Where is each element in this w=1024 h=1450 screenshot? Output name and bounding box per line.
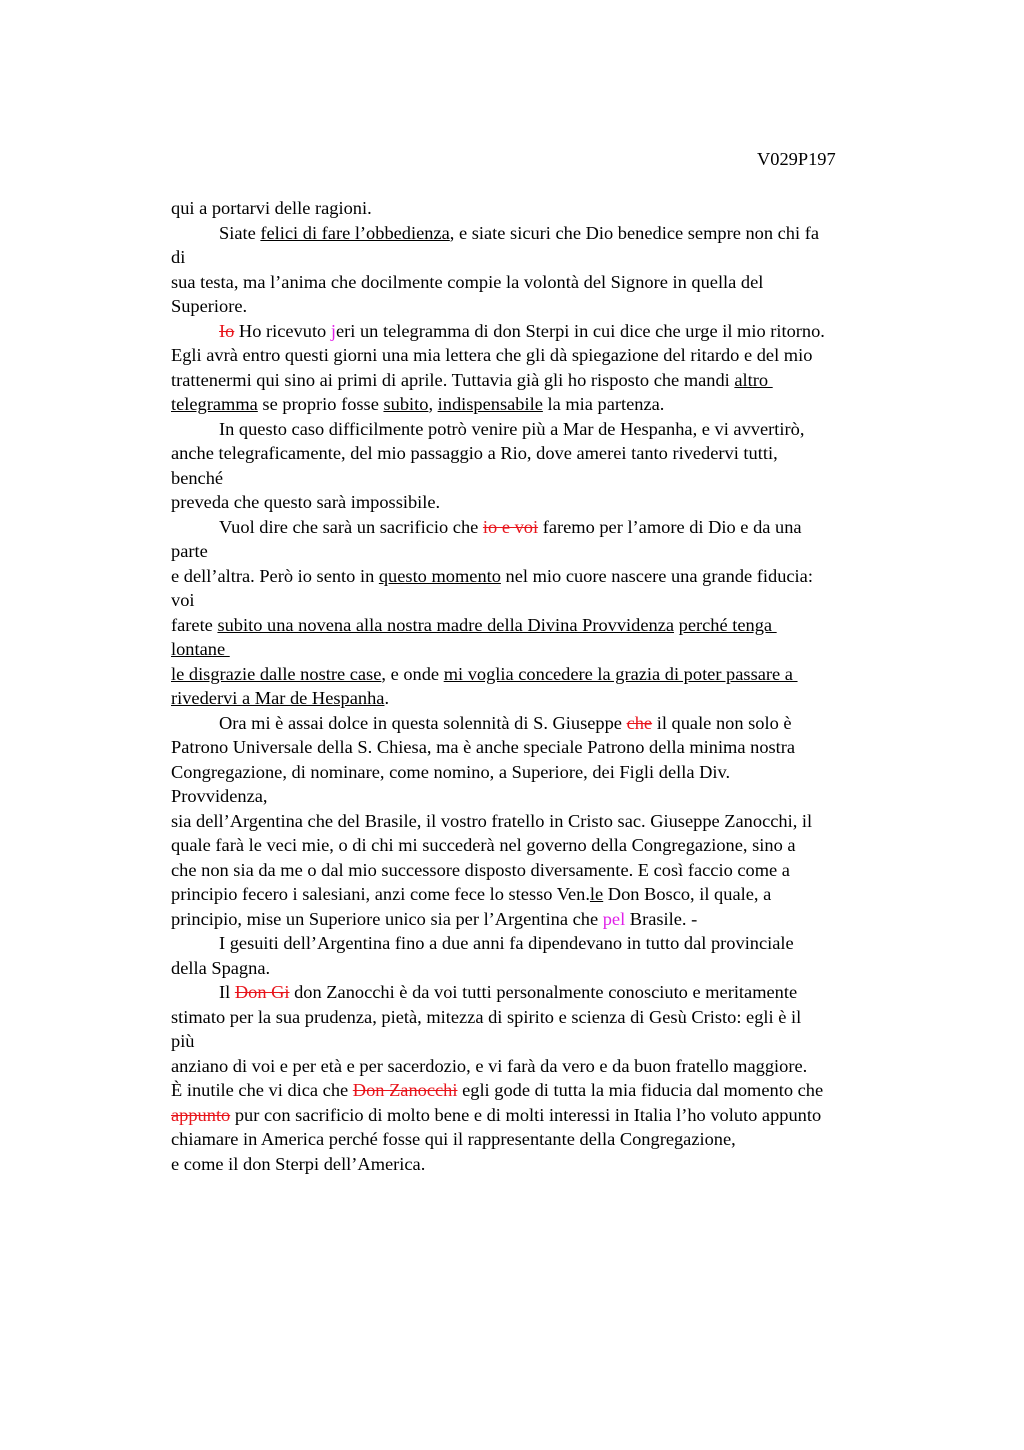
text-segment: sua testa, ma l’anima che docilmente compie la volontà del Signore in quella del <box>171 271 764 292</box>
text-segment: e come il don Sterpi dell’America. <box>171 1153 426 1174</box>
text-line <box>171 196 911 221</box>
underlined-text: questo momento <box>378 565 501 586</box>
text-line <box>171 613 911 638</box>
text-line <box>171 662 911 687</box>
text-segment: Siate <box>219 222 261 243</box>
text-segment: . <box>384 688 390 708</box>
text-line <box>171 1103 911 1128</box>
text-segment: don Zanocchi è da voi tutti personalmente conosciuto e meritamente <box>289 982 798 1002</box>
text-line <box>171 735 911 760</box>
underlined-text: felici di fare l’obbedienza <box>260 222 450 243</box>
text-segment: Egli avrà entro questi giorni una mia lettera che gli dà spiegazione del ritardo e del mio <box>171 345 813 365</box>
deleted-text: Don Gi <box>234 982 290 1002</box>
underlined-text: rivedervi a Mar de Hespanha <box>171 688 385 708</box>
text-line <box>171 1152 911 1177</box>
underlined-text: telegramma <box>171 394 258 414</box>
text-segment: faremo per l’amore di Dio e da una <box>538 516 802 537</box>
text-line <box>171 490 911 515</box>
deleted-text: Don Zanocchi <box>352 1080 458 1100</box>
text-line <box>171 686 911 711</box>
text-segment: principio fecero i salesiani, anzi come fece lo stesso Ven. <box>171 884 590 904</box>
text-segment: stimato per la sua prudenza, pietà, mitezza di spirito e scienza di Gesù Cristo: egli è il <box>171 1006 802 1027</box>
text-line <box>171 1005 911 1030</box>
text-line <box>171 1078 911 1103</box>
text-segment: Vuol dire che sarà un sacrificio che <box>219 516 483 537</box>
text-line <box>171 466 911 491</box>
text-line <box>171 882 911 907</box>
text-segment: , e onde <box>381 663 444 684</box>
text-segment: più <box>171 1031 195 1051</box>
text-segment: Il <box>219 982 235 1002</box>
text-line <box>171 858 911 883</box>
text-segment: Ho ricevuto <box>234 320 331 341</box>
deleted-text: che <box>626 712 653 733</box>
text-segment: È inutile che vi dica che <box>171 1080 353 1100</box>
text-segment: il quale non solo è <box>652 712 792 733</box>
text-line <box>171 1029 911 1054</box>
text-segment: principio, mise un Superiore unico sia per l’Argentina che <box>171 908 603 929</box>
text-segment: anche telegraficamente, del mio passaggio a Rio, dove amerei tanto rivedervi tutti, <box>171 443 778 463</box>
text-segment: , <box>428 394 438 414</box>
text-line <box>171 711 911 736</box>
text-line <box>171 784 911 809</box>
underlined-text: indispensabile <box>437 394 543 414</box>
page-identifier: V029P197 <box>757 149 836 169</box>
text-segment: In questo caso difficilmente potrò venire più a Mar de Hespanha, e vi avvertirò, <box>219 418 805 439</box>
text-segment: farete <box>171 614 218 635</box>
text-line <box>171 221 911 246</box>
text-segment: Provvidenza, <box>171 786 268 806</box>
text-line <box>171 245 911 270</box>
text-line <box>171 564 911 589</box>
deleted-text: appunto <box>171 1104 231 1125</box>
underlined-text: subito una novena alla nostra madre della Divina Provvidenza <box>217 614 675 635</box>
text-segment: anziano di voi e per età e per sacerdozio, e vi farà da vero e da buon fratello maggiore. <box>171 1055 808 1076</box>
text-line <box>171 539 911 564</box>
text-line <box>171 515 911 540</box>
text-line <box>171 417 911 442</box>
letter-body <box>171 196 911 1176</box>
text-segment: Brasile. - <box>625 908 698 929</box>
text-segment: della Spagna. <box>171 957 271 978</box>
underlined-text: altro <box>734 369 773 390</box>
underlined-text: subito <box>383 394 429 414</box>
text-line <box>171 392 911 417</box>
text-line <box>171 980 911 1005</box>
text-line <box>171 343 911 368</box>
text-line <box>171 833 911 858</box>
text-line <box>171 931 911 956</box>
text-segment: Ora mi è assai dolce in questa solennità di S. Giuseppe <box>219 712 627 733</box>
text-segment: eri un telegramma di don Sterpi in cui dice che urge il mio ritorno. <box>335 320 825 341</box>
text-segment: quale farà le veci mie, o di chi mi succederà nel governo della Congregazione, sino a <box>171 835 796 855</box>
text-line <box>171 1127 911 1152</box>
text-line <box>171 637 911 662</box>
text-line <box>171 956 911 981</box>
text-segment: di <box>171 247 186 267</box>
text-line <box>171 809 911 834</box>
text-segment: trattenermi qui sino ai primi di aprile. Tuttavia già gli ho risposto che mandi <box>171 369 735 390</box>
text-line <box>171 294 911 319</box>
inserted-text: pel <box>602 908 626 929</box>
text-segment: I gesuiti dell’Argentina fino a due anni fa dipendevano in tutto dal provinciale <box>219 933 794 953</box>
text-line <box>171 588 911 613</box>
text-segment: Congregazione, di nominare, come nomino, a Superiore, dei Figli della Div. <box>171 761 731 782</box>
text-segment: preveda che questo sarà impossibile. <box>171 492 441 512</box>
text-segment: la mia partenza. <box>542 394 665 414</box>
text-line <box>171 319 911 344</box>
text-segment: Superiore. <box>171 296 248 316</box>
text-line <box>171 270 911 295</box>
text-segment: sia dell’Argentina che del Brasile, il vostro fratello in Cristo sac. Giuseppe Zanocchi, il <box>171 810 813 831</box>
text-segment: Patrono Universale della S. Chiesa, ma è anche speciale Patrono della minima nostra <box>171 737 796 757</box>
text-segment: egli gode di tutta la mia fiducia dal momento che <box>457 1080 824 1100</box>
deleted-text: io e voi <box>482 516 539 537</box>
deleted-text: Io <box>219 320 235 341</box>
underlined-text: le <box>589 884 604 904</box>
underlined-text: lontane <box>171 639 230 659</box>
text-segment: se proprio fosse <box>257 394 384 414</box>
text-segment: nel mio cuore nascere una grande fiducia: <box>500 565 813 586</box>
text-line <box>171 368 911 393</box>
underlined-text: mi voglia concedere la grazia di poter passare a <box>443 663 798 684</box>
text-segment: , e siate sicuri che Dio benedice sempre non chi fa <box>449 222 819 243</box>
underlined-text: perché tenga <box>678 614 777 635</box>
underlined-text: le disgrazie dalle nostre case <box>171 663 382 684</box>
inserted-text: j <box>330 320 336 341</box>
text-line <box>171 1054 911 1079</box>
text-segment: parte <box>171 541 208 561</box>
text-segment: qui a portarvi delle ragioni. <box>171 198 372 218</box>
text-segment: che non sia da me o dal mio successore disposto diversamente. E così faccio come a <box>171 859 790 880</box>
text-segment: e dell’altra. Però io sento in <box>171 565 379 586</box>
text-segment: voi <box>171 590 195 610</box>
text-segment: pur con sacrificio di molto bene e di molti interessi in Italia l’ho voluto appunto <box>230 1104 822 1125</box>
text-segment: chiamare in America perché fosse qui il rappresentante della Congregazione, <box>171 1129 736 1149</box>
text-line <box>171 441 911 466</box>
text-line <box>171 907 911 932</box>
text-line <box>171 760 911 785</box>
text-segment: benché <box>171 467 224 488</box>
text-segment: Don Bosco, il quale, a <box>603 884 772 904</box>
